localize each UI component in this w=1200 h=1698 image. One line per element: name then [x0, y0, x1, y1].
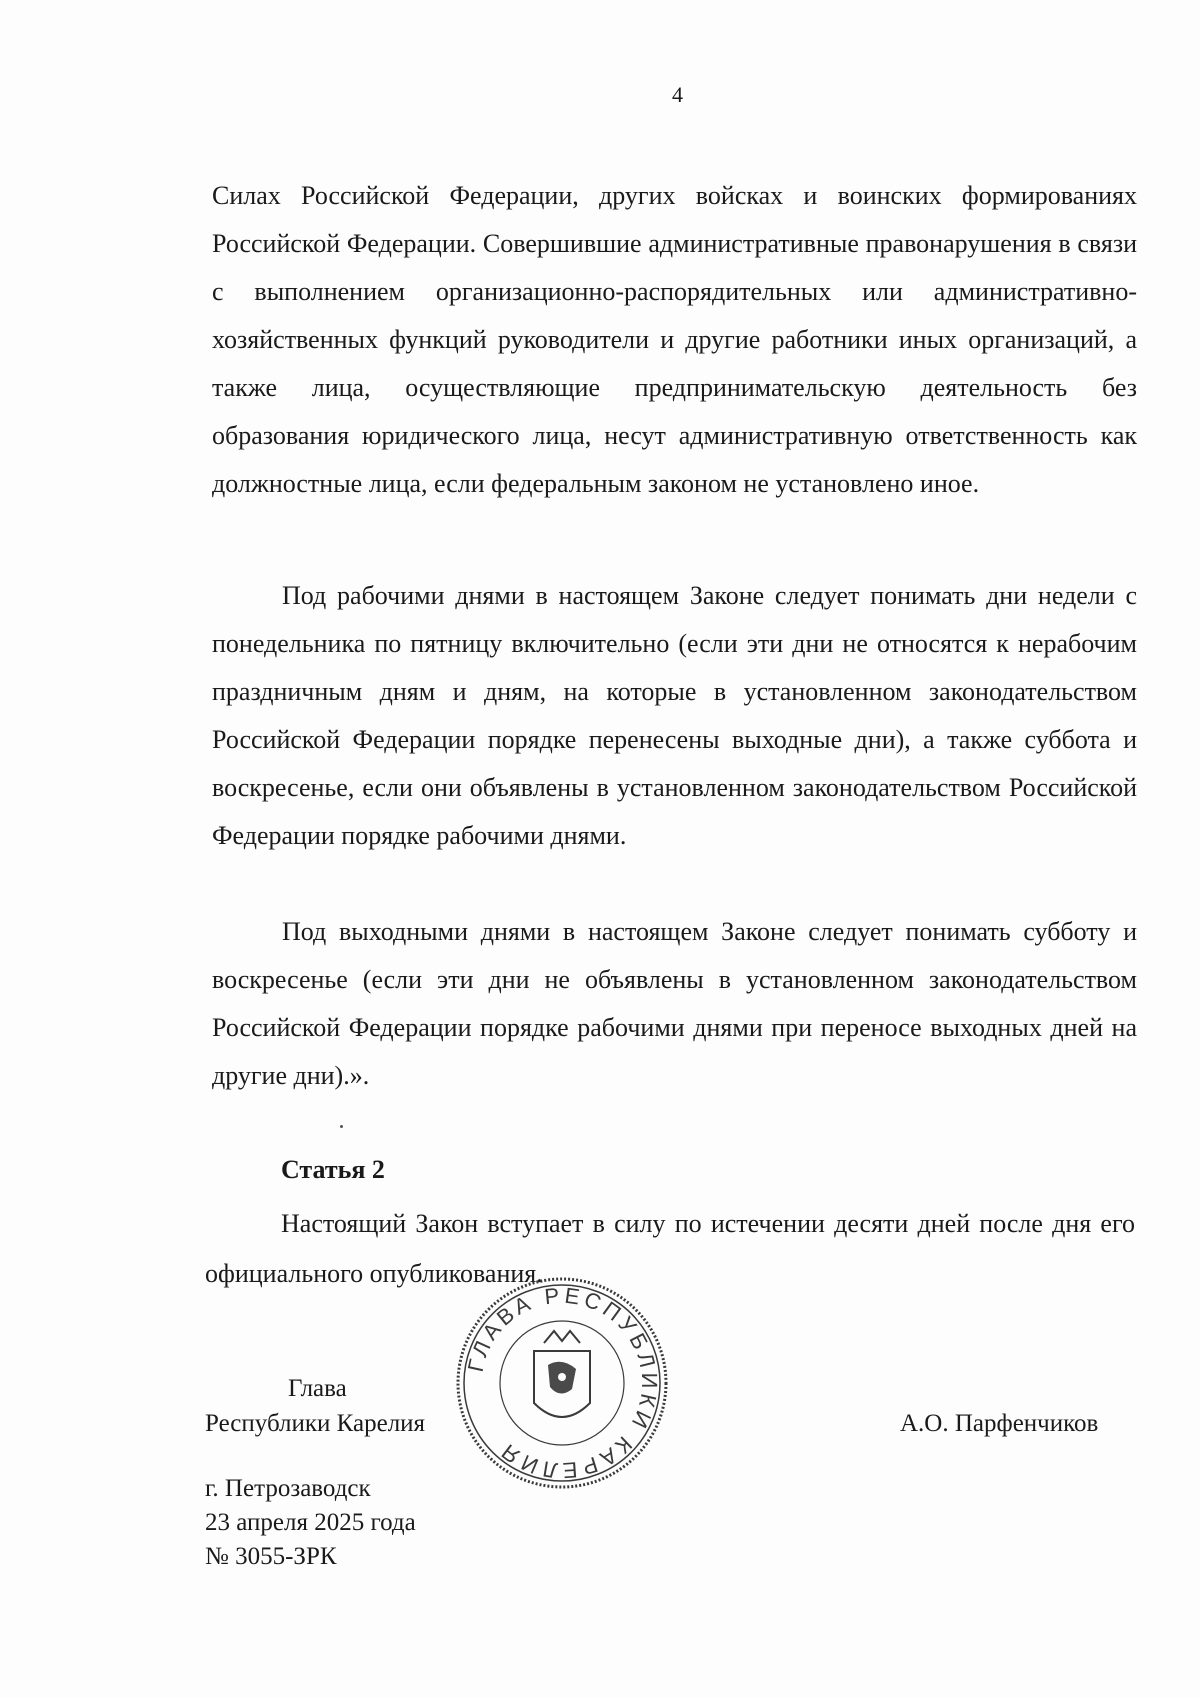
official-seal	[452, 1273, 672, 1493]
footer-law-number: № 3055-ЗРК	[205, 1543, 337, 1570]
paragraph-working-days-block	[212, 572, 1137, 864]
paragraph-continuation	[212, 172, 1137, 512]
page-number: 4	[672, 82, 683, 107]
signatory-name: А.О. Парфенчиков	[900, 1410, 1099, 1437]
footer-city: г. Петрозаводск	[205, 1475, 371, 1502]
seal-text: ГЛАВА РЕСПУБЛИКИ КАРЕЛИЯ	[462, 1282, 663, 1484]
scan-speck	[340, 1125, 343, 1128]
signature-title-line2: Республики Карелия	[205, 1410, 426, 1437]
signature-title-line1: Глава	[288, 1375, 347, 1402]
paragraph-weekend-days-block	[212, 908, 1137, 1104]
article-heading: Статья 2	[281, 1155, 385, 1184]
paragraph-1: Силах Российской Федерации, других войсках и воинских формированиях Российской Федерации. Совершившие административные правонарушения в связи с выполнением организационно-распорядительных или административно-хозяйственных функций руководители и другие работники иных организаций, а также лица, осуществляющие предпринимательскую деятельность без образования юридического лица, несут административную ответственность как должностные лица, если федеральным законом не установлено иное.	[212, 181, 1137, 498]
footer-date: 23 апреля 2025 года	[205, 1509, 416, 1536]
paragraph-3: Под выходными днями в настоящем Законе следует понимать субботу и воскресенье (если эти дни не объявлены в установленном законодательством Российской Федерации порядке рабочими днями при переносе выходных дней на другие дни).».	[212, 917, 1137, 1090]
article-text: Настоящий Закон вступает в силу по истечении десяти дней после дня его официального опубликования.	[205, 1209, 1135, 1288]
paragraph-2: Под рабочими днями в настоящем Законе следует понимать дни недели с понедельника по пятницу включительно (если эти дни не относятся к нерабочим праздничным дням и дням, на которые в установленном законодательством Российской Федерации порядке перенесены выходные дни), а также суббота и воскресенье, если они объявлены в установленном законодательством Российской Федерации порядке рабочими днями.	[212, 581, 1137, 850]
